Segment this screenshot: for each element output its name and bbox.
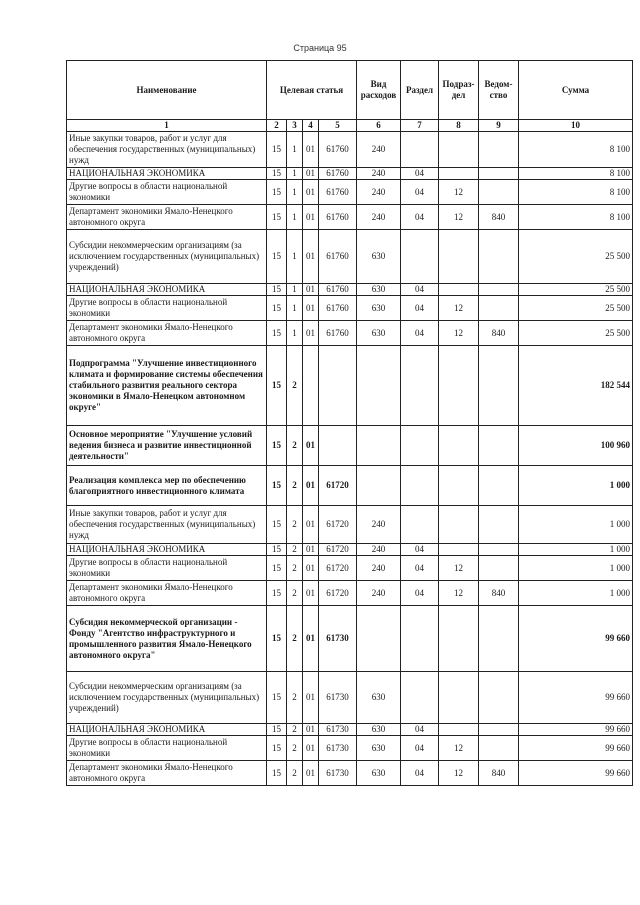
code-subprogram: 2 (287, 544, 303, 556)
column-number: 1 (67, 120, 267, 132)
table-row (67, 180, 633, 205)
department (479, 556, 519, 581)
amount: 1 000 (519, 556, 633, 581)
expense-type: 240 (357, 506, 401, 544)
section (401, 672, 439, 724)
subsection: 12 (439, 581, 479, 606)
code-subprogram: 2 (287, 606, 303, 672)
code-program: 15 (267, 581, 287, 606)
column-number-row (67, 120, 633, 132)
column-number: 8 (439, 120, 479, 132)
code-subprogram: 1 (287, 284, 303, 296)
row-name: Департамент экономики Ямало-Ненецкого автономного округа (67, 761, 267, 786)
header-expense-type: Вид расходов (357, 61, 401, 120)
expense-type: 630 (357, 284, 401, 296)
expense-type: 630 (357, 724, 401, 736)
code-program: 15 (267, 230, 287, 284)
code-direction: 61730 (319, 724, 357, 736)
subsection (439, 230, 479, 284)
row-name: НАЦИОНАЛЬНАЯ ЭКОНОМИКА (67, 168, 267, 180)
section (401, 132, 439, 168)
code-activity: 01 (303, 506, 319, 544)
subsection (439, 132, 479, 168)
expense-type: 240 (357, 544, 401, 556)
code-subprogram: 2 (287, 426, 303, 466)
department (479, 296, 519, 321)
amount: 25 500 (519, 230, 633, 284)
row-name: НАЦИОНАЛЬНАЯ ЭКОНОМИКА (67, 724, 267, 736)
table-row (67, 346, 633, 426)
subsection (439, 506, 479, 544)
code-activity: 01 (303, 544, 319, 556)
department (479, 180, 519, 205)
subsection (439, 426, 479, 466)
code-program: 15 (267, 205, 287, 230)
section: 04 (401, 284, 439, 296)
code-activity: 01 (303, 321, 319, 346)
section: 04 (401, 544, 439, 556)
subsection (439, 724, 479, 736)
code-program: 15 (267, 132, 287, 168)
code-direction: 61760 (319, 168, 357, 180)
code-activity: 01 (303, 606, 319, 672)
code-activity (303, 346, 319, 426)
expense-type: 240 (357, 180, 401, 205)
code-activity: 01 (303, 296, 319, 321)
code-direction: 61760 (319, 321, 357, 346)
column-number: 4 (303, 120, 319, 132)
code-subprogram: 2 (287, 346, 303, 426)
amount: 99 660 (519, 606, 633, 672)
code-program: 15 (267, 284, 287, 296)
expense-type (357, 426, 401, 466)
department (479, 426, 519, 466)
section: 04 (401, 168, 439, 180)
code-subprogram: 1 (287, 205, 303, 230)
subsection (439, 672, 479, 724)
table-row (67, 426, 633, 466)
amount: 182 544 (519, 346, 633, 426)
table-row (67, 168, 633, 180)
code-direction: 61720 (319, 544, 357, 556)
code-program: 15 (267, 724, 287, 736)
column-number: 5 (319, 120, 357, 132)
department: 840 (479, 581, 519, 606)
code-activity: 01 (303, 581, 319, 606)
section (401, 426, 439, 466)
section (401, 466, 439, 506)
amount: 1 000 (519, 544, 633, 556)
code-program: 15 (267, 606, 287, 672)
code-activity: 01 (303, 556, 319, 581)
header-target-item: Целевая статья (267, 61, 357, 120)
code-activity: 01 (303, 672, 319, 724)
page-number-label: Страница 95 (293, 43, 347, 53)
code-activity: 01 (303, 284, 319, 296)
code-activity: 01 (303, 426, 319, 466)
row-name: Другие вопросы в области национальной экономики (67, 180, 267, 205)
column-number: 6 (357, 120, 401, 132)
code-activity: 01 (303, 132, 319, 168)
department (479, 672, 519, 724)
code-direction: 61760 (319, 180, 357, 205)
amount: 1 000 (519, 581, 633, 606)
code-subprogram: 2 (287, 736, 303, 761)
code-subprogram: 1 (287, 321, 303, 346)
section (401, 230, 439, 284)
section: 04 (401, 724, 439, 736)
code-subprogram: 2 (287, 724, 303, 736)
code-program: 15 (267, 321, 287, 346)
code-program: 15 (267, 296, 287, 321)
code-subprogram: 1 (287, 132, 303, 168)
amount: 25 500 (519, 296, 633, 321)
amount: 8 100 (519, 205, 633, 230)
amount: 99 660 (519, 761, 633, 786)
table-row (67, 581, 633, 606)
section: 04 (401, 581, 439, 606)
subsection: 12 (439, 321, 479, 346)
code-program: 15 (267, 544, 287, 556)
subsection (439, 168, 479, 180)
header-department: Ведом-ство (479, 61, 519, 120)
subsection (439, 346, 479, 426)
department: 840 (479, 321, 519, 346)
code-program: 15 (267, 346, 287, 426)
amount: 8 100 (519, 180, 633, 205)
code-subprogram: 1 (287, 168, 303, 180)
department (479, 284, 519, 296)
section: 04 (401, 321, 439, 346)
row-name: Иные закупки товаров, работ и услуг для обеспечения государственных (муниципальных) нужд (67, 506, 267, 544)
table-row (67, 284, 633, 296)
column-number: 9 (479, 120, 519, 132)
table-row (67, 672, 633, 724)
expense-type: 630 (357, 736, 401, 761)
amount: 99 660 (519, 736, 633, 761)
department (479, 466, 519, 506)
table-row (67, 506, 633, 544)
code-direction: 61720 (319, 466, 357, 506)
code-direction: 61760 (319, 205, 357, 230)
code-direction: 61730 (319, 606, 357, 672)
table-row (67, 296, 633, 321)
expense-type (357, 346, 401, 426)
code-activity: 01 (303, 466, 319, 506)
table-row (67, 606, 633, 672)
code-subprogram: 2 (287, 672, 303, 724)
department (479, 736, 519, 761)
expense-type: 630 (357, 230, 401, 284)
table-row (67, 132, 633, 168)
section: 04 (401, 556, 439, 581)
expense-type: 240 (357, 205, 401, 230)
row-name: Субсидии некоммерческим организациям (за исключением государственных (муниципальных) учреждений) (67, 230, 267, 284)
row-name: Субсидия некоммерческой организации - Фонду "Агентство инфраструктурного и промышленного развития Ямало-Ненецкого автономного округа" (67, 606, 267, 672)
department: 840 (479, 761, 519, 786)
header-section: Раздел (401, 61, 439, 120)
code-program: 15 (267, 761, 287, 786)
expense-type: 630 (357, 761, 401, 786)
department (479, 544, 519, 556)
header-name: Наименование (67, 61, 267, 120)
column-number: 3 (287, 120, 303, 132)
section: 04 (401, 736, 439, 761)
amount: 8 100 (519, 132, 633, 168)
amount: 25 500 (519, 284, 633, 296)
section: 04 (401, 180, 439, 205)
amount: 1 000 (519, 466, 633, 506)
expense-type (357, 466, 401, 506)
row-name: Иные закупки товаров, работ и услуг для обеспечения государственных (муниципальных) нужд (67, 132, 267, 168)
table-row (67, 466, 633, 506)
table-row (67, 230, 633, 284)
row-name: Другие вопросы в области национальной экономики (67, 736, 267, 761)
expense-type: 630 (357, 296, 401, 321)
expense-type: 240 (357, 581, 401, 606)
code-program: 15 (267, 180, 287, 205)
amount: 8 100 (519, 168, 633, 180)
table-row (67, 321, 633, 346)
row-name: Департамент экономики Ямало-Ненецкого автономного округа (67, 581, 267, 606)
row-name: Подпрограмма "Улучшение инвестиционного климата и формирование системы обеспечения стабильного развития реального сектора экономики в Ямало-Ненецком автономном округе" (67, 346, 267, 426)
table-row (67, 724, 633, 736)
expense-type: 240 (357, 168, 401, 180)
code-direction: 61720 (319, 581, 357, 606)
section: 04 (401, 296, 439, 321)
subsection: 12 (439, 761, 479, 786)
code-subprogram: 2 (287, 556, 303, 581)
code-subprogram: 2 (287, 506, 303, 544)
department (479, 506, 519, 544)
subsection (439, 284, 479, 296)
expense-type: 240 (357, 132, 401, 168)
table-body (67, 132, 633, 786)
table-row (67, 761, 633, 786)
amount: 100 960 (519, 426, 633, 466)
subsection: 12 (439, 296, 479, 321)
row-name: Департамент экономики Ямало-Ненецкого автономного округа (67, 321, 267, 346)
expense-type: 240 (357, 556, 401, 581)
column-number: 10 (519, 120, 633, 132)
code-direction: 61720 (319, 506, 357, 544)
row-name: Субсидии некоммерческим организациям (за исключением государственных (муниципальных) учреждений) (67, 672, 267, 724)
table-row (67, 544, 633, 556)
code-subprogram: 2 (287, 581, 303, 606)
amount: 1 000 (519, 506, 633, 544)
subsection: 12 (439, 205, 479, 230)
code-program: 15 (267, 168, 287, 180)
subsection (439, 544, 479, 556)
code-direction (319, 426, 357, 466)
code-activity: 01 (303, 205, 319, 230)
subsection: 12 (439, 556, 479, 581)
code-direction: 61730 (319, 672, 357, 724)
subsection (439, 466, 479, 506)
code-program: 15 (267, 466, 287, 506)
code-direction: 61760 (319, 132, 357, 168)
row-name: Реализация комплекса мер по обеспечению благоприятного инвестиционного климата (67, 466, 267, 506)
department (479, 724, 519, 736)
code-activity: 01 (303, 724, 319, 736)
amount: 99 660 (519, 724, 633, 736)
row-name: НАЦИОНАЛЬНАЯ ЭКОНОМИКА (67, 544, 267, 556)
row-name: НАЦИОНАЛЬНАЯ ЭКОНОМИКА (67, 284, 267, 296)
code-activity: 01 (303, 168, 319, 180)
row-name: Другие вопросы в области национальной экономики (67, 556, 267, 581)
code-program: 15 (267, 426, 287, 466)
code-program: 15 (267, 556, 287, 581)
section: 04 (401, 761, 439, 786)
subsection: 12 (439, 736, 479, 761)
department (479, 346, 519, 426)
budget-table (66, 60, 633, 786)
expense-type (357, 606, 401, 672)
table-row (67, 205, 633, 230)
code-activity: 01 (303, 761, 319, 786)
department (479, 168, 519, 180)
code-direction: 61760 (319, 230, 357, 284)
row-name: Департамент экономики Ямало-Ненецкого автономного округа (67, 205, 267, 230)
section (401, 506, 439, 544)
code-activity: 01 (303, 230, 319, 284)
code-program: 15 (267, 736, 287, 761)
code-direction: 61760 (319, 284, 357, 296)
section (401, 606, 439, 672)
department (479, 230, 519, 284)
subsection (439, 606, 479, 672)
code-program: 15 (267, 506, 287, 544)
code-subprogram: 1 (287, 296, 303, 321)
row-name: Основное мероприятие "Улучшение условий ведения бизнеса и развитие инвестиционной деятельности" (67, 426, 267, 466)
code-program: 15 (267, 672, 287, 724)
section (401, 346, 439, 426)
amount: 99 660 (519, 672, 633, 724)
code-direction: 61720 (319, 556, 357, 581)
code-direction: 61730 (319, 736, 357, 761)
department: 840 (479, 205, 519, 230)
column-number: 2 (267, 120, 287, 132)
table-row (67, 556, 633, 581)
code-subprogram: 2 (287, 466, 303, 506)
amount: 25 500 (519, 321, 633, 346)
column-number: 7 (401, 120, 439, 132)
expense-type: 630 (357, 321, 401, 346)
code-direction: 61730 (319, 761, 357, 786)
department (479, 132, 519, 168)
section: 04 (401, 205, 439, 230)
code-activity: 01 (303, 736, 319, 761)
row-name: Другие вопросы в области национальной экономики (67, 296, 267, 321)
code-subprogram: 2 (287, 761, 303, 786)
header-amount: Сумма (519, 61, 633, 120)
subsection: 12 (439, 180, 479, 205)
department (479, 606, 519, 672)
code-direction (319, 346, 357, 426)
table-row (67, 736, 633, 761)
code-subprogram: 1 (287, 180, 303, 205)
table-header-row (67, 61, 633, 120)
expense-type: 630 (357, 672, 401, 724)
code-subprogram: 1 (287, 230, 303, 284)
header-subsection: Подраз-дел (439, 61, 479, 120)
code-direction: 61760 (319, 296, 357, 321)
code-activity: 01 (303, 180, 319, 205)
